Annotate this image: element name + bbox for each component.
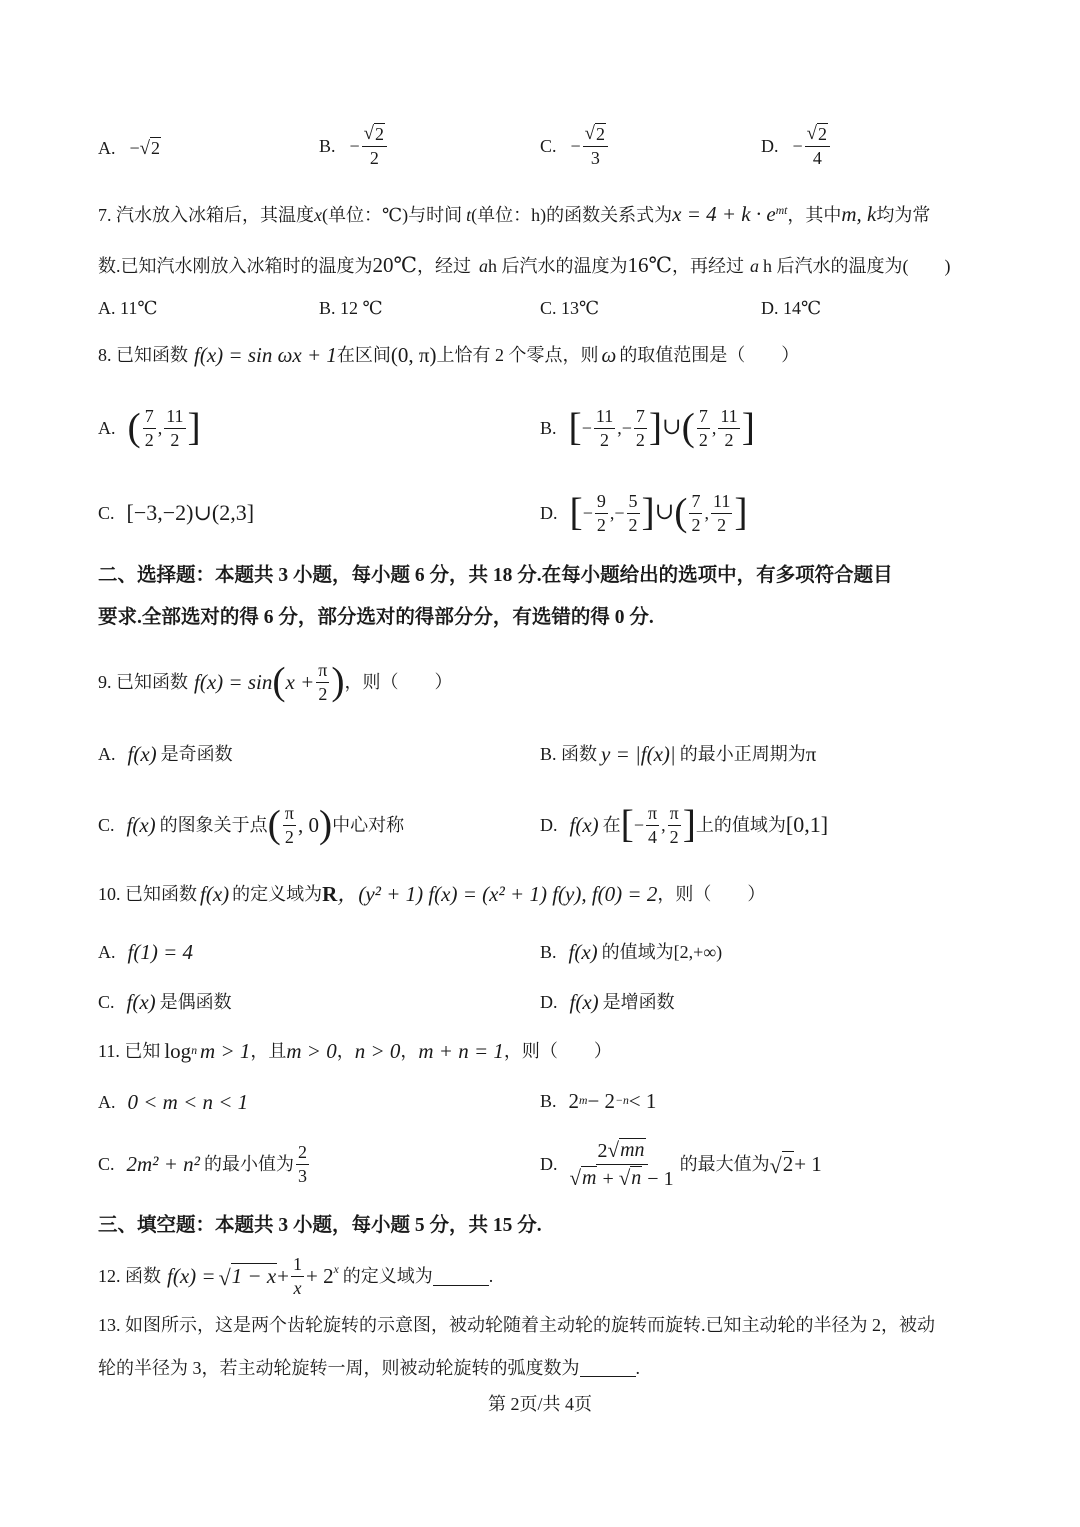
denominator: 2	[698, 429, 708, 450]
denominator: 4	[812, 148, 822, 169]
text: 在	[602, 815, 621, 835]
text: ，	[336, 1041, 355, 1061]
numerator: π	[646, 803, 659, 826]
comma: ,	[711, 418, 717, 438]
comma: ,	[617, 418, 622, 438]
text: 是偶函数	[159, 992, 232, 1012]
numerator: 7	[689, 491, 702, 514]
text: 8. 已知函数	[98, 345, 188, 365]
q10-stem	[98, 880, 765, 908]
denominator: 2	[596, 514, 606, 535]
option-label: C.	[98, 1154, 115, 1174]
var: x	[314, 205, 322, 225]
var: a	[479, 256, 488, 276]
union-sign: ∪	[654, 499, 675, 526]
comma: ,	[609, 503, 615, 523]
numerator: 11	[594, 406, 615, 429]
sqrt-content: n	[631, 1166, 642, 1189]
sqrt-content: 1 − x	[231, 1264, 277, 1289]
text: ，则（ ）	[657, 884, 766, 904]
text: ，则（ ）	[344, 672, 453, 692]
formula: f(x)	[126, 812, 156, 837]
numerator: 1	[291, 1254, 304, 1277]
section2-heading-line2: 要求.全部选对的得 6 分，部分选对的得部分分，有选错的得 0 分.	[98, 607, 654, 628]
text: 的最小正周期为	[679, 744, 806, 764]
var: a	[750, 256, 759, 276]
text: 中心对称	[332, 815, 405, 835]
sqrt-content: 2	[818, 124, 828, 145]
q13-answer-blank[interactable]	[580, 1358, 636, 1377]
temperature: 20℃	[372, 253, 417, 277]
q7-option-c: C. 13℃	[540, 298, 600, 318]
text: h 后汽水的温度为( )	[763, 256, 951, 276]
formula: m > 1	[200, 1038, 251, 1063]
q9-stem: 9. 已知函数 f(x) = sin ( x + $\frac{\pi}{2}$ ) ，则（ ）	[98, 659, 453, 704]
denominator: 2	[691, 514, 701, 535]
formula: f(x)	[569, 989, 599, 1014]
text: 的最小值为	[203, 1154, 294, 1174]
q11-option-b	[540, 1088, 656, 1114]
text: ，则（ ）	[503, 1041, 612, 1061]
minus-sign: −	[581, 418, 592, 438]
q13-line1: 13. 如图所示，这是两个齿轮旋转的示意图，被动轮随着主动轮的旋转而旋转.已知主动轮的半径为 2，被动	[98, 1315, 935, 1335]
formula: x = 4 + k · e	[672, 202, 776, 226]
q7-option-b: B. 12 ℃	[319, 298, 383, 318]
text: 的定义域为	[232, 884, 323, 904]
q10-option-a	[98, 940, 193, 964]
denominator: 2	[717, 514, 727, 535]
var: t	[466, 205, 472, 225]
option-label: A.	[98, 942, 116, 962]
text: .	[635, 1357, 640, 1378]
formula: f(1) = 4	[127, 939, 193, 964]
numerator: 2	[296, 1142, 309, 1165]
q7-option-a: A. 11℃	[98, 298, 158, 318]
formula: f(x)	[568, 939, 598, 964]
formula: n > 0	[354, 1038, 401, 1063]
text: 轮的半径为 3，若主动轮旋转一周，则被动轮旋转的弧度数为	[98, 1357, 580, 1378]
comma: ,	[661, 815, 666, 835]
numerator: 5	[627, 491, 640, 514]
formula: − 2	[587, 1088, 616, 1113]
minus-sign: −	[582, 503, 593, 523]
q10-option-d	[540, 990, 675, 1014]
formula: − 1	[642, 1167, 674, 1190]
formula: f(x)	[200, 881, 230, 906]
text: 的取值范围是（ ）	[619, 345, 800, 365]
numerator: 7	[634, 406, 647, 429]
section2-heading-line1: 二、选择题：本题共 3 小题，每小题 6 分，共 18 分.在每小题给出的选项中，有多项符合题目	[98, 565, 893, 586]
text: ，经过	[417, 256, 471, 276]
formula: < 1	[628, 1088, 657, 1113]
sqrt-expression: √ 2	[139, 137, 161, 159]
denominator: 2	[628, 514, 638, 535]
text: 数.已知汽水刚放入冰箱时的温度为	[98, 256, 373, 276]
q9-option-c: C. f(x) 的图象关于点 ( $\frac{\pi}{2}$ , 0 ) 中心对称	[98, 802, 405, 847]
text: ，且	[250, 1041, 287, 1061]
text: h 后汽水的温度为	[488, 256, 628, 276]
text: .	[488, 1266, 494, 1286]
denominator: 4	[648, 826, 658, 847]
minus-sign: −	[129, 138, 140, 158]
option-label: B. 函数	[540, 744, 598, 764]
formula: f(x) =	[167, 1263, 216, 1288]
text: 是奇函数	[160, 744, 233, 764]
q6-option-c	[540, 116, 610, 176]
denominator: 2	[144, 429, 154, 450]
q11-stem	[98, 1038, 612, 1064]
text: 10. 已知函数	[98, 884, 197, 904]
exponent: mt	[775, 204, 788, 217]
exponent: m	[579, 1094, 588, 1108]
q11-option-c	[98, 1138, 311, 1190]
text: 11. 已知	[98, 1041, 161, 1061]
denominator: 3	[297, 1165, 307, 1186]
sqrt-content: 2	[596, 124, 606, 145]
option-label: D.	[540, 1154, 558, 1174]
q8-stem	[98, 340, 799, 370]
denominator: 2	[669, 826, 679, 847]
minus-sign: −	[633, 815, 644, 835]
minus-sign: −	[570, 136, 581, 156]
minus-sign: −	[614, 503, 625, 523]
option-label: D.	[761, 136, 779, 156]
formula: f(x)	[126, 989, 156, 1014]
q13-line2	[98, 1358, 640, 1377]
interval: [0,1]	[785, 812, 829, 837]
text: (单位：℃)与时间	[322, 205, 463, 225]
text: 均为常	[876, 205, 931, 225]
text: 的图象关于点	[159, 815, 268, 835]
page-number: 第 2页/共 4页	[487, 1394, 592, 1414]
formula: x +	[285, 669, 315, 694]
section3-heading: 三、填空题：本题共 3 小题，每小题 5 分，共 15 分.	[98, 1215, 542, 1236]
sqrt-content: 2	[782, 1152, 794, 1177]
option-label: D.	[540, 992, 558, 1012]
denominator: 2	[635, 429, 645, 450]
sqrt-content: 2	[151, 138, 161, 159]
option-label: B.	[540, 942, 557, 962]
denominator: 2	[600, 429, 610, 450]
text: 的最大值为	[679, 1154, 770, 1174]
text: (单位：h)的函数关系式为	[471, 205, 673, 225]
option-label: A.	[98, 744, 116, 764]
denominator: x	[293, 1277, 302, 1298]
formula: 0 < m < n < 1	[127, 1089, 249, 1114]
minus-sign: −	[349, 136, 360, 156]
comma: ,	[704, 503, 709, 523]
temperature: 16℃	[627, 253, 672, 277]
numerator: 9	[595, 491, 608, 514]
q10-option-c	[98, 990, 232, 1014]
interval: (0, π)	[390, 342, 437, 367]
text: ，再经过	[672, 256, 744, 276]
formula: + 1	[794, 1151, 822, 1176]
log-base: n	[191, 1044, 198, 1058]
text: 的值域为[2,+∞)	[601, 942, 723, 962]
text: ，	[400, 1041, 419, 1061]
denominator: 2	[318, 683, 328, 704]
q7-line2	[98, 255, 951, 276]
numerator: 11	[164, 406, 185, 429]
text: 在区间	[336, 345, 391, 365]
numerator: π	[316, 660, 329, 683]
text: 9. 已知函数	[98, 672, 188, 692]
q6-option-b	[319, 116, 389, 176]
option-label: A.	[98, 138, 116, 158]
log: log	[164, 1038, 192, 1063]
text: 的定义域为	[342, 1266, 433, 1286]
numerator: 7	[697, 406, 710, 429]
q9-option-a	[98, 742, 233, 766]
option-label: B.	[540, 1091, 557, 1111]
fraction: √ 2 3	[583, 123, 608, 168]
option-label: D.	[540, 503, 558, 523]
text: 12. 函数	[98, 1266, 161, 1286]
formula: 2m² + n²	[126, 1151, 200, 1176]
formula: y = |f(x)|	[601, 741, 676, 766]
var: m, k	[841, 202, 877, 226]
sqrt-content: m	[582, 1166, 597, 1189]
q9-option-d: D. f(x) 在 [ − $\frac{\pi}{4}$ , $\frac{\pi}{2}$ ] 上的值域为 [0,1]	[540, 802, 829, 847]
denominator: 2	[724, 429, 734, 450]
minus-sign: −	[792, 136, 803, 156]
option-label: B.	[319, 136, 336, 156]
fraction: 2 √ mn √ m + √ n − 1	[569, 1137, 674, 1190]
formula: + 2	[306, 1263, 334, 1288]
coefficient: 2	[597, 1139, 608, 1162]
formula: ，(y² + 1) f(x) = (x² + 1) f(y), f(0) = 2	[337, 881, 658, 906]
q10-option-b	[540, 940, 722, 964]
numerator: 11	[718, 406, 739, 429]
q8-option-b: B. [ − $\frac{11}{2}$ , − $\frac{7}{2}$ ] ∪ ( $\frac{7}{2}$ , $\frac{11}{2}$ ]	[540, 405, 755, 450]
fraction: √ 2 2	[362, 123, 387, 168]
option-label: B.	[540, 418, 557, 438]
fraction: √ 2 4	[805, 123, 830, 168]
formula: f(x) = sin	[194, 669, 273, 694]
comma: ,	[157, 418, 163, 438]
q8-option-a: A. ( $\frac{7}{2}$ , $\frac{11}{2}$ ]	[98, 405, 201, 450]
numerator: π	[283, 803, 296, 826]
q6-option-d	[761, 116, 832, 176]
q11-option-a	[98, 1090, 248, 1114]
text: 是增函数	[602, 992, 675, 1012]
var: ω	[601, 342, 617, 367]
q12-stem: 12. 函数 f(x) = √ 1 − x + $\frac{1}{x}$ + 2 $^x$ 的定义域为 .	[98, 1253, 494, 1298]
q6-option-a	[98, 120, 161, 176]
q8-option-c	[98, 495, 254, 531]
option-label: C.	[540, 136, 557, 156]
q12-answer-blank[interactable]	[433, 1267, 489, 1286]
option-label: D.	[540, 815, 558, 835]
formula: m + n = 1	[418, 1038, 504, 1063]
formula: m > 0	[286, 1038, 337, 1063]
numerator: π	[668, 803, 681, 826]
numerator: 7	[143, 406, 156, 429]
union-sign: ∪	[662, 414, 682, 441]
text: 上的值域为	[695, 815, 786, 835]
plus-sign: +	[277, 1263, 290, 1288]
text: 上恰有 2 个零点，则	[436, 345, 599, 365]
pi: π	[805, 741, 817, 766]
sqrt-content: 2	[375, 124, 385, 145]
point: , 0	[297, 812, 319, 837]
q7-option-d: D. 14℃	[761, 298, 822, 318]
denominator: 2	[170, 429, 180, 450]
formula: f(x)	[569, 812, 599, 837]
formula: f(x)	[127, 741, 157, 766]
real-set: R	[322, 881, 338, 906]
option-label: C.	[98, 815, 115, 835]
formula: f(x) = sin ωx + 1	[194, 342, 337, 367]
sqrt-content: mn	[620, 1138, 645, 1161]
q9-option-b	[540, 742, 816, 766]
denominator: 2	[369, 148, 379, 169]
option-label: A.	[98, 1092, 116, 1112]
numerator: 11	[711, 491, 732, 514]
option-label: C.	[98, 503, 115, 523]
denominator: 3	[590, 148, 600, 169]
q7-line1	[98, 204, 930, 225]
formula: 2	[568, 1088, 580, 1113]
option-label: C.	[98, 992, 115, 1012]
q8-option-d: D. [ − $\frac{9}{2}$ , − $\frac{5}{2}$ ] ∪ ( $\frac{7}{2}$ , $\frac{11}{2}$ ]	[540, 490, 748, 535]
minus-sign: −	[621, 418, 632, 438]
exponent: −n	[615, 1094, 629, 1108]
denominator: 2	[284, 826, 294, 847]
interval: [−3,−2)∪(2,3]	[126, 500, 255, 525]
text: 7. 汽水放入冰箱后，其温度	[98, 205, 314, 225]
exponent: x	[333, 1263, 339, 1276]
q11-option-d: D. 2 √ mn √ m + √ n − 1 的最大值为 √ 2 + 1	[540, 1137, 822, 1190]
text: ，其中	[787, 205, 842, 225]
option-label: A.	[98, 418, 116, 438]
